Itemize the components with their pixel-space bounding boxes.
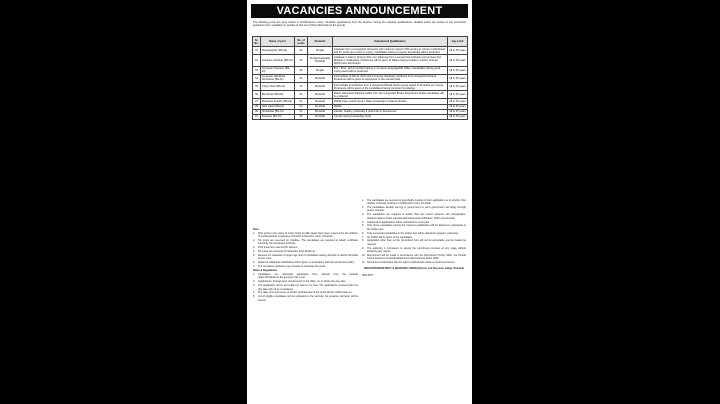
cell-posts: 02 [295, 104, 308, 109]
note-right-item [362, 254, 466, 261]
list-text: The application will be sent either by hand or by post. The applications received after the due date will not be entertained. [258, 284, 358, 291]
list-number: 9. [362, 246, 365, 250]
cell-posts: 02 [295, 47, 308, 55]
list-number: 4. [362, 220, 365, 224]
cell-domicile: Punjab Preferably Khushab [308, 55, 333, 66]
cell-qual: Literate, healthy, preferably a retired Army Serviceman [333, 109, 448, 114]
cell-domicile: Punjab [308, 66, 333, 74]
cell-domicile: Khushab [308, 91, 333, 99]
header-post: Name of post [261, 37, 295, 47]
rule-item [253, 280, 358, 283]
note-right-item [362, 224, 466, 231]
cell-qual: Middle Pass. Hasfiz-Quran. Basic knowledge of Islamic Studies. [333, 99, 448, 104]
list-number: 7. [362, 235, 365, 239]
cell-posts: 10 [295, 82, 308, 90]
cell-post: Computer Operator (BS-12) [261, 66, 295, 74]
header-sr: Sr. No. [253, 37, 261, 47]
note-item [253, 265, 358, 268]
cell-qual: B.A. / B.Sc. with 6 months training in computer language/MS Office. Candidates having good typing speed will be preferred. [333, 66, 448, 74]
cell-age: 18 to 25 years [448, 66, 468, 74]
list-text: 20% posts in the cadre of Junior Clerk & Naib Qasid have been reserved for the children of working/retired employees of District & Sessions Court, Khushab. [258, 231, 358, 239]
cell-age: 18 to 25 years [449, 105, 466, 109]
rules-heading: Rules & Regulations [253, 269, 278, 273]
table-row [253, 55, 468, 66]
cell-sr: 05 [253, 82, 261, 90]
cell-qual: Graduate from a recognized University with minimum speed of 60 words per minute in Shorthand and 40 words per minute in typing. Candidates having computer knowledge will be preferred. [333, 47, 448, 55]
rule-item [253, 273, 358, 280]
cell-post: Chowkidar (BS-01) [261, 109, 295, 114]
cell-domicile: Khushab [308, 99, 333, 104]
cell-age: 18 to 25 years [448, 91, 468, 99]
cell-sr: 01 [253, 47, 261, 55]
cell-domicile: Khushab [308, 74, 333, 82]
rule-item [253, 284, 358, 291]
list-text: Candidates can download application form, directly from the website (https://khushab.dc.lhc.gov.pk) of the court. [258, 273, 358, 280]
cell-posts: 02 [295, 66, 308, 74]
cell-sr: 10 [253, 114, 261, 119]
note-right-item [362, 247, 466, 254]
cell-age: 18 to 25 years [449, 110, 466, 114]
notes-heading: Note [253, 228, 259, 231]
table-header-row [253, 37, 468, 47]
list-number: 3. [362, 213, 365, 217]
list-number: 6. [253, 261, 256, 265]
cell-post: Moazzan/ Khadim (BS-01) [261, 99, 295, 104]
note-item [253, 261, 358, 264]
cell-domicile: Khushab [308, 82, 333, 90]
note-right-item [362, 232, 466, 235]
cell-age: 18 to 28 years [448, 55, 468, 66]
list-text: Recruitment will be made in accordance with the Recruitment Policy 2022, the Punjab Civil & Sessions Courts Establishment (Recruitment) Rules 2009. [367, 253, 466, 261]
list-number: 2. [253, 238, 256, 242]
note-item [253, 232, 358, 239]
list-number: 6. [362, 231, 365, 235]
list-number: 5. [253, 295, 256, 299]
list-text: Only those candidates having the required qualification will be allowed to participate in the written test. [367, 224, 466, 231]
vacancies-table [252, 36, 468, 120]
note-right-item [362, 206, 466, 213]
list-number: 5. [362, 224, 365, 228]
cell-post: Junior Clerk (BS-11) [261, 82, 295, 90]
table-row [253, 74, 468, 82]
note-right-item [362, 199, 466, 206]
table-row [253, 66, 468, 74]
cell-posts: 01 [295, 109, 308, 114]
cell-domicile: Khushab [308, 109, 333, 114]
page-title: VACANCIES ANNOUNCEMENT [251, 4, 468, 18]
list-number: 10. [362, 253, 366, 257]
cell-post: Assistant Librarian (BS-16) [261, 55, 295, 66]
cell-domicile: Punjab [308, 47, 333, 55]
cell-post: Stenographer (BS-14) [261, 47, 295, 55]
left-black-bar [0, 0, 247, 404]
list-text: 3% posts are reserved for disables. The candidates are required to attach certificate issued by the competent authority. [258, 238, 358, 246]
list-text: Applications, through post, should reach in the office, on or before the due date. [258, 280, 347, 284]
list-number: 1. [253, 273, 256, 277]
list-number: 3. [253, 284, 256, 288]
cell-sr: 03 [253, 66, 261, 74]
cell-age: 18 to 25 years [449, 115, 466, 119]
right-black-bar [472, 0, 720, 404]
list-text: The competent authority may increase or decrease the posts. [258, 265, 326, 269]
cell-qual: Intermediate 2nd Division from a recognized Board having typing speed of 30 words per minute. Preference will be given to the candidates having computer knowledge. [333, 82, 448, 90]
list-number: 8. [362, 239, 365, 243]
list-number: 4. [253, 250, 256, 254]
note-right-item [362, 213, 466, 220]
cell-posts: 01 [295, 74, 308, 82]
cell-domicile: Khushab [308, 114, 333, 119]
cell-sr: 08 [253, 104, 261, 109]
cell-qual: Matric. Electrician Diploma holder from the recognized Board. Experience holder candidates will be preferred. [333, 91, 448, 99]
cell-sr: 04 [253, 74, 261, 82]
cell-post: Naib Qasid (BS-01) [261, 104, 295, 109]
cell-posts: 01 [295, 55, 308, 66]
cell-posts: 02 [295, 114, 308, 119]
cell-post: Electrician (BS-05) [261, 91, 295, 99]
list-text: 5% posts are reserved for Minorities (Non-Muslims). [258, 250, 316, 254]
list-number: 1. [253, 231, 256, 235]
cell-qual: Middle [333, 104, 448, 109]
list-number: 3. [253, 246, 256, 250]
list-number: 4. [253, 291, 256, 295]
header-domicile: Domicile [308, 37, 333, 47]
list-text: No TA/DA will be given to the candidates. [367, 235, 413, 239]
list-number: 1. [362, 199, 365, 202]
cell-age: 18 to 25 years [449, 99, 466, 103]
note-item [253, 239, 358, 246]
cell-posts: 01 [295, 91, 308, 99]
cell-sr: 09 [253, 109, 261, 114]
list-number: 11. [362, 260, 366, 264]
note-item [253, 250, 358, 253]
rule-item [253, 295, 358, 302]
list-text: Recruitment Committee has the right to withhold the whole recruitment process. [367, 260, 456, 264]
note-right-item [362, 239, 466, 246]
header-qualification: Educational Qualification [333, 37, 448, 47]
header-no-posts: No. of posts [295, 37, 308, 47]
note-item [253, 254, 358, 261]
cell-sr: 07 [253, 99, 261, 104]
table-row [253, 114, 468, 119]
cell-age: 18 to 25 years [448, 82, 468, 90]
list-text: Request for relaxation of upper age limit of candidates having domicile of district Khushab as per rules. [258, 253, 358, 261]
cell-post: Sweeper (BS-01) [261, 114, 295, 119]
list-text: Application other than on the prescribed form will not be acceptable and be treated as rejected. [367, 239, 466, 246]
cell-sr: 06 [253, 91, 261, 99]
notes-left [253, 227, 358, 302]
list-text: Marks for additional qualification will be given in accordance with the recruitment policy. [258, 261, 355, 265]
header-age: Age Limit [448, 37, 468, 47]
table-row [253, 82, 468, 90]
list-text: 15% posts are reserved for Women. [258, 246, 298, 250]
cell-sr: 02 [253, 55, 261, 66]
list-text: The candidates already serving in government or semi government will apply through proper channel. [367, 206, 466, 213]
intro-text: The following posts are lying vacant in Civil/Sessions Court, Khushab. Applications from the devices, having the required qualifications, detailed below are invited on the prescribed application form available on website of this court (https://khushab.dc.lhc.gov.pk). [253, 21, 466, 28]
list-number: 5. [253, 253, 256, 257]
table-row [253, 47, 468, 55]
list-number: 7. [253, 265, 256, 269]
note-right-item [362, 221, 466, 224]
note-right-item [362, 261, 466, 264]
cell-qual: Intermediate (F.A/F.Sc./ICS) with Computer Hardware certificate from recognized institute. Preference will be given to experience in the relevant field. [333, 74, 448, 82]
list-text: List of eligible candidates will be uploaded on the website. No separate call letter will be issued. [258, 295, 358, 302]
table-row [253, 91, 468, 99]
document-page [247, 0, 472, 404]
cell-domicile: Khushab [308, 104, 333, 109]
list-number: 2. [253, 280, 256, 284]
list-text: Independent applications will be submitted for each post. [367, 220, 430, 224]
cell-post: Computer Hardware Technician (BS-11) [261, 74, 295, 82]
list-text: Only successful candidates in the written test will be allowed to appear in interview. [367, 231, 459, 235]
notes-right [362, 199, 466, 277]
cell-age: 18 to 25 years [448, 74, 468, 82]
list-text: The date, time and venue of written test/interview of the posts will be notified later on. [258, 291, 353, 295]
rule-item [253, 291, 358, 294]
reference-number: PPE-0877 [362, 273, 374, 277]
list-text: The candidates are required to specifically mention in their application as to whether their relative is already working in Civil/Session court, Khushab. [367, 199, 466, 206]
cell-posts: 01 [295, 99, 308, 104]
signature-block: (REGISTRAR/DISTRICT & SESSIONS JUDGE) District and Sessions Judge, Khushab [363, 267, 465, 271]
cell-age: 18 to 25 years [448, 47, 468, 55]
cell-qual: Literate having knowledge of job [333, 114, 448, 119]
list-number: 2. [362, 206, 365, 210]
list-text: The authority is competent to cancel the recruitment process at any stage without assigning any reason. [367, 246, 466, 253]
note-item [253, 246, 358, 249]
note-right-item [362, 236, 466, 239]
list-text: The candidates are required to attach their two recent passport size photographs, attested copies of their educational/professional certificates, CNIC and domicile. [367, 213, 466, 220]
cell-qual: Graduate in Library Science (Ms. Inst. Diploma) from a recognized institution and at least 2nd Division in Graduation. Preference will be given to Master Degree holder in Library Science (MLIS) and 1st Division. [333, 55, 448, 66]
